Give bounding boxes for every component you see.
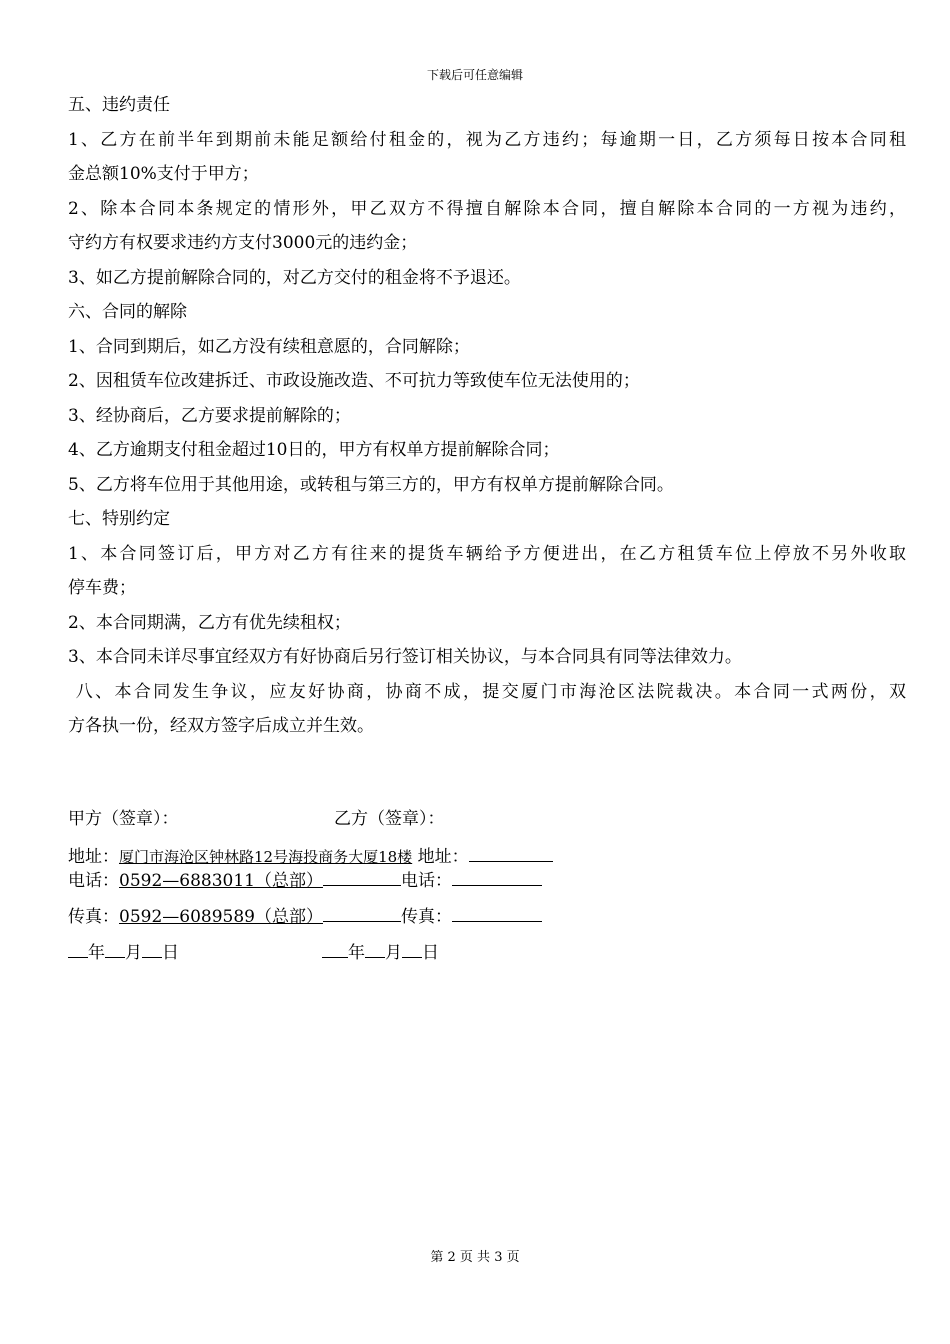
fax-a-blank: [323, 903, 401, 922]
year-blank: [68, 939, 88, 958]
fax-row: [68, 902, 542, 927]
page-header: 下载后可任意编辑: [426, 68, 523, 82]
clause-line: 2、本合同期满，乙方有优先续租权；: [68, 612, 351, 633]
phone-label: 电话：: [68, 871, 119, 891]
address-b-label: 地址：: [412, 847, 469, 867]
party-a-label: 甲方（签章）：: [68, 809, 179, 829]
phone-b-blank: [452, 867, 542, 886]
clause-line: 金总额10%支付于甲方；: [68, 164, 259, 184]
clause-line: 5、乙方将车位用于其他用途，或转租与第三方的，甲方有权单方提前解除合同。: [68, 474, 674, 495]
clause-line: 1、本合同签订后，甲方对乙方有往来的提货车辆给予方便进出，在乙方租赁车位上停放不另外收取: [68, 543, 906, 564]
clause-line: 2、因租赁车位改建拆迁、市政设施改造、不可抗力等致使车位无法使用的；: [68, 371, 640, 391]
fax-b-blank: [452, 903, 542, 922]
phone-a-blank: [323, 867, 401, 886]
clause-line: 2、除本合同本条规定的情形外，甲乙双方不得擅自解除本合同，擅自解除本合同的一方视为违约，: [68, 198, 906, 219]
clause-eight-line: 方各执一份，经双方签字后成立并生效。: [68, 716, 374, 736]
day-blank: [142, 939, 162, 958]
party-b-label: 乙方（签章）：: [334, 809, 445, 829]
date-row-a: [68, 938, 179, 963]
section-title: 六、合同的解除: [68, 302, 187, 322]
clause-line: 1、合同到期后，如乙方没有续租意愿的，合同解除；: [68, 336, 470, 357]
section-title: 五、违约责任: [68, 95, 170, 115]
address-row: [68, 842, 553, 867]
day-label: 日: [162, 943, 179, 963]
clause-line: 4、乙方逾期支付租金超过10日的，甲方有权单方提前解除合同；: [68, 440, 560, 460]
address-a: 厦门市海沧区钟林路12号海投商务大厦18楼: [119, 848, 413, 866]
month-label: 月: [125, 943, 142, 963]
month-blank: [365, 939, 385, 958]
fax-b-label: 传真：: [400, 907, 452, 927]
clause-line: 守约方有权要求违约方支付3000元的违约金；: [68, 233, 418, 253]
clause-line: 3、如乙方提前解除合同的，对乙方交付的租金将不予退还。: [68, 267, 521, 288]
section-title: 七、特别约定: [68, 509, 170, 529]
page-footer: 第 2 页 共 3 页: [430, 1250, 520, 1265]
phone-row: [68, 866, 542, 891]
signature-labels: [68, 804, 445, 829]
fax-label: 传真：: [68, 907, 119, 927]
fax-a: 0592—6089589（总部）: [119, 907, 323, 927]
month-label: 月: [385, 943, 402, 963]
month-blank: [105, 939, 125, 958]
year-label: 年: [348, 943, 365, 963]
clause-line: 停车费；: [68, 578, 136, 598]
day-label: 日: [422, 943, 439, 963]
address-b-blank: [469, 843, 553, 862]
phone-a: 0592—6883011（总部）: [119, 871, 323, 891]
year-label: 年: [88, 943, 105, 963]
phone-b-label: 电话：: [400, 871, 452, 891]
clause-line: 3、经协商后，乙方要求提前解除的；: [68, 405, 351, 426]
date-row-b: [322, 938, 439, 963]
year-blank: [322, 939, 348, 958]
contract-body: [68, 88, 906, 744]
address-label: 地址：: [68, 847, 119, 867]
clause-line: 1、乙方在前半年到期前未能足额给付租金的，视为乙方违约；每逾期一日，乙方须每日按本合同租: [68, 129, 906, 150]
clause-line: 3、本合同未详尽事宜经双方有好协商后另行签订相关协议，与本合同具有同等法律效力。: [68, 647, 742, 667]
clause-eight-line: 八、本合同发生争议，应友好协商，协商不成，提交厦门市海沧区法院裁决。本合同一式两份，双: [68, 681, 906, 702]
day-blank: [402, 939, 422, 958]
